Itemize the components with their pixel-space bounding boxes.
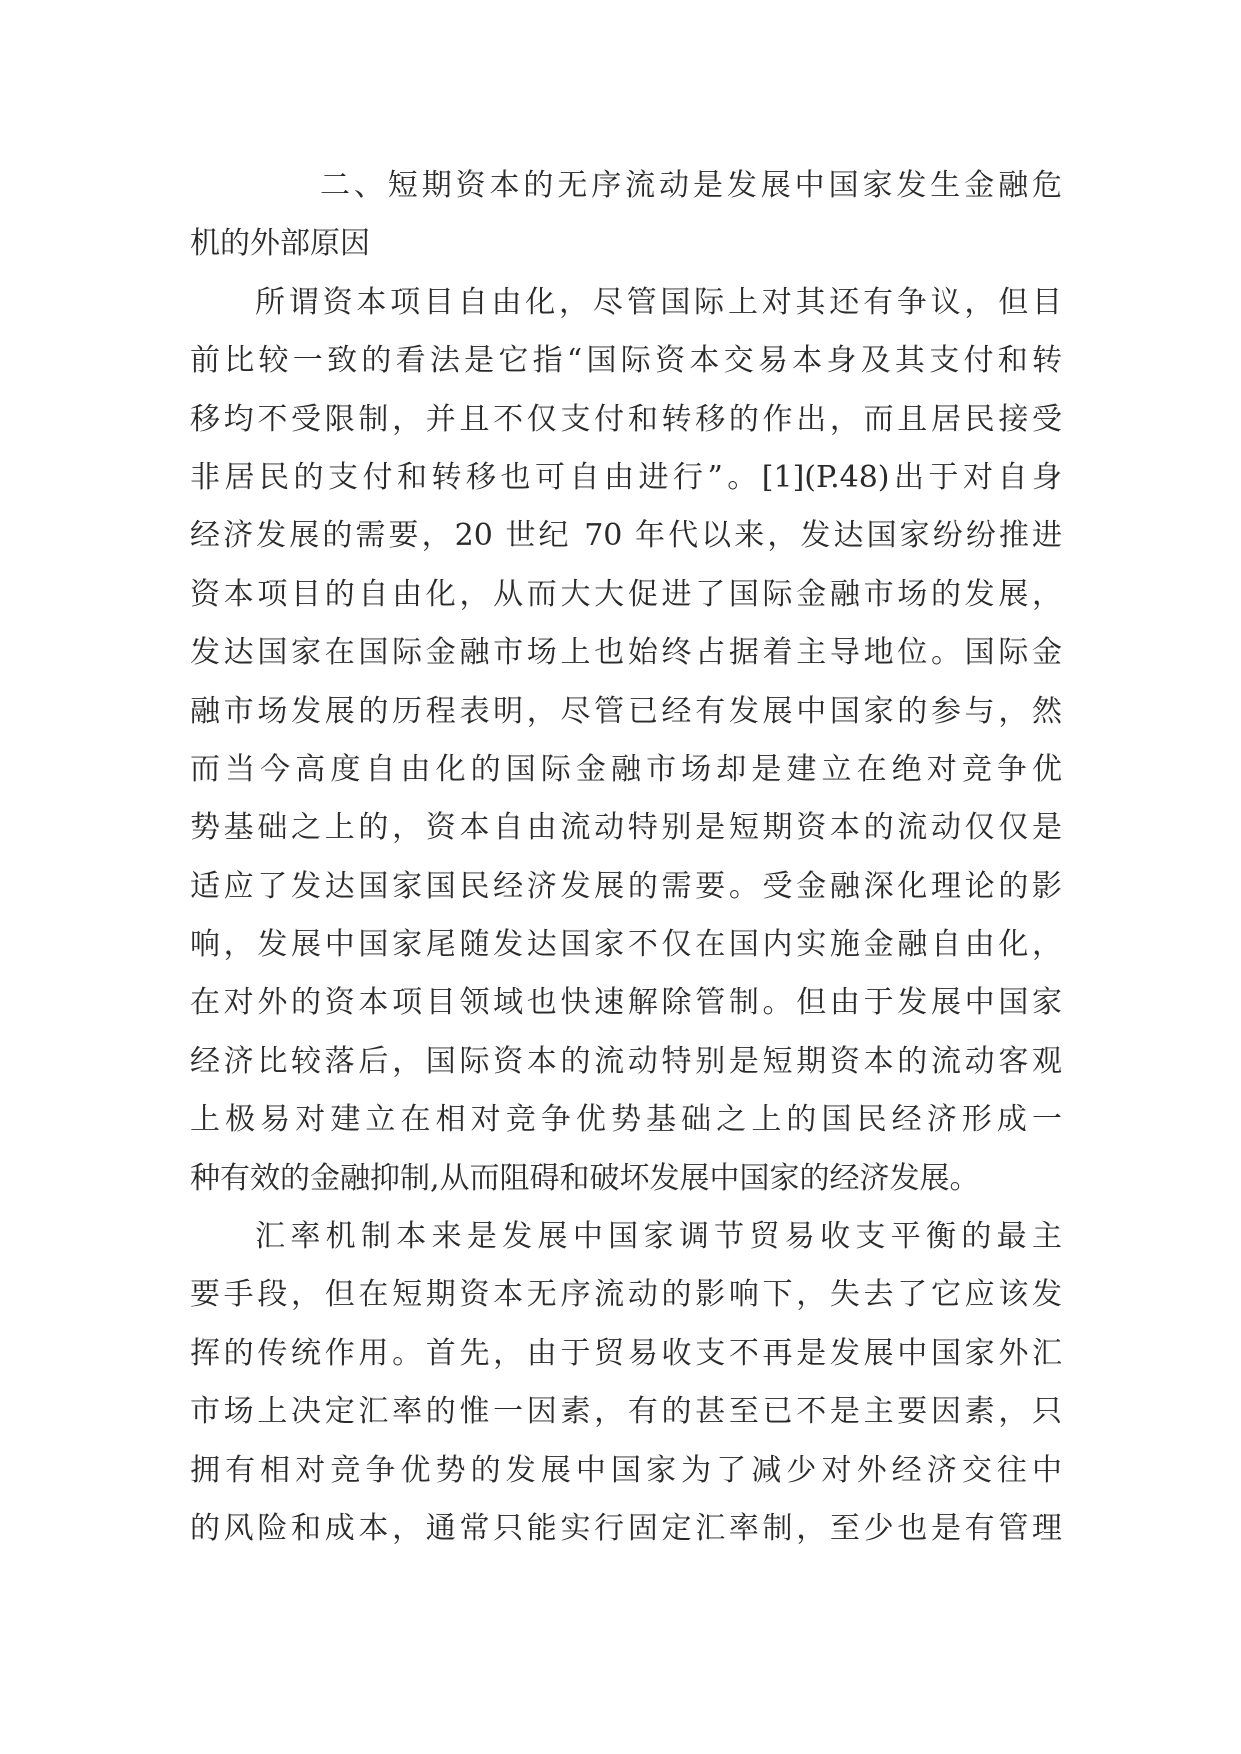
paragraph-line: 而当今高度自由化的国际金融市场却是建立在绝对竞争优 — [190, 751, 1062, 787]
paragraph-line: 所谓资本项目自由化，尽管国际上对其还有争议，但目 — [255, 284, 1062, 320]
paragraph-line: 种有效的金融抑制,从而阻碍和破坏发展中国家的经济发展。 — [190, 1160, 980, 1196]
paragraph-line: 响，发展中国家尾随发达国家不仅在国内实施金融自由化， — [190, 927, 1062, 963]
heading-line: 二、短期资本的无序流动是发展中国家发生金融危 — [320, 168, 1062, 203]
paragraph-capital-liberalization — [190, 274, 1062, 1208]
paragraph-line: 在对外的资本项目领域也快速解除管制。但由于发展中国家 — [190, 985, 1062, 1021]
paragraph-line: 经济发展的需要，20 世纪 70 年代以来，发达国家纷纷推进 — [190, 518, 1062, 554]
paragraph-line: 拥有相对竞争优势的发展中国家为了减少对外经济交往中 — [190, 1452, 1062, 1488]
paragraph-line: 融市场发展的历程表明，尽管已经有发展中国家的参与，然 — [190, 693, 1062, 729]
paragraph-line: 的风险和成本，通常只能实行固定汇率制，至少也是有管理 — [190, 1510, 1062, 1546]
paragraph-line: 前比较一致的看法是它指“国际资本交易本身及其支付和转 — [190, 343, 1062, 379]
heading-line: 机的外部原因 — [190, 226, 370, 262]
paragraph-line: 汇率机制本来是发展中国家调节贸易收支平衡的最主 — [255, 1219, 1062, 1255]
paragraph-line: 挥的传统作用。首先，由于贸易收支不再是发展中国家外汇 — [190, 1335, 1062, 1371]
paragraph-line: 上极易对建立在相对竞争优势基础之上的国民经济形成一 — [190, 1102, 1062, 1138]
paragraph-line: 市场上决定汇率的惟一因素，有的甚至已不是主要因素，只 — [190, 1394, 1062, 1430]
paragraph-line: 非居民的支付和转移也可自由进行”。[1](P.48)出于对自身 — [190, 459, 1062, 495]
paragraph-exchange-rate — [190, 1208, 1062, 1558]
section-heading — [190, 157, 1062, 274]
paragraph-line: 经济比较落后，国际资本的流动特别是短期资本的流动客观 — [190, 1043, 1062, 1079]
paragraph-line: 要手段，但在短期资本无序流动的影响下，失去了它应该发 — [190, 1277, 1062, 1313]
paragraph-line: 资本项目的自由化，从而大大促进了国际金融市场的发展， — [190, 576, 1062, 612]
paragraph-line: 适应了发达国家国民经济发展的需要。受金融深化理论的影 — [190, 868, 1062, 904]
paragraph-line: 发达国家在国际金融市场上也始终占据着主导地位。国际金 — [190, 635, 1062, 671]
paragraph-line: 势基础之上的，资本自由流动特别是短期资本的流动仅仅是 — [190, 810, 1062, 846]
body-text — [190, 157, 1062, 1558]
paragraph-line: 移均不受限制，并且不仅支付和转移的作出，而且居民接受 — [190, 401, 1062, 437]
